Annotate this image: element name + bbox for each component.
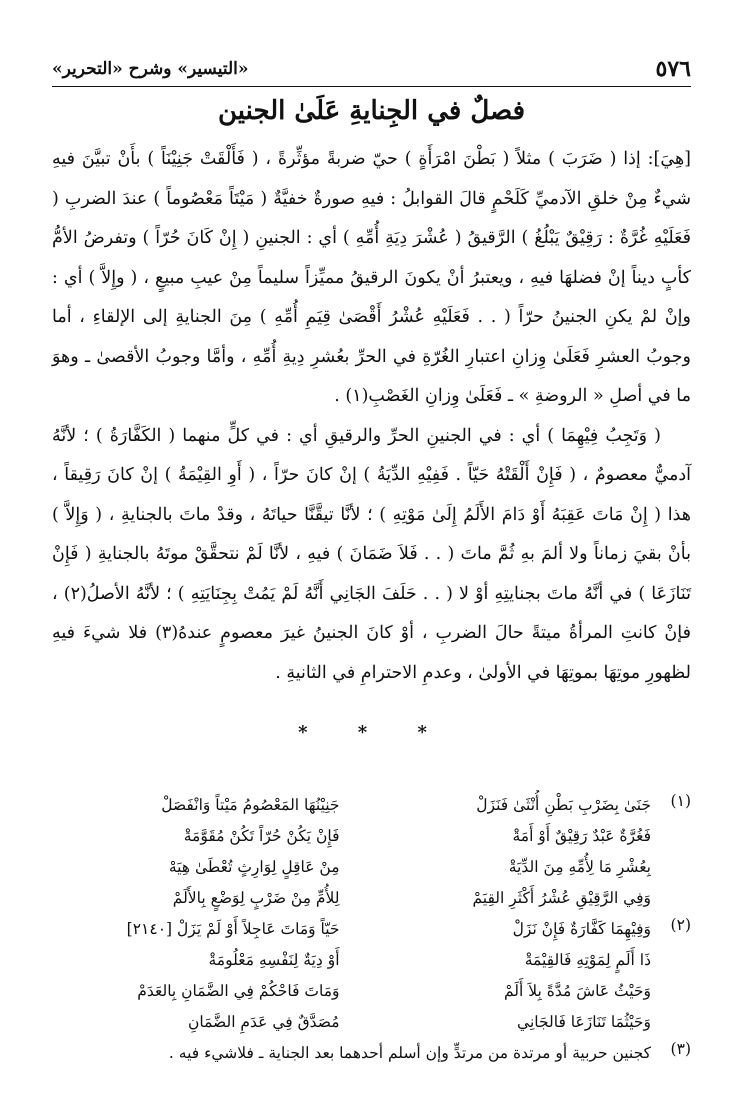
verse-line [52,976,651,1007]
verse-second-hemistich: لِلأُمِّ مِنْ ضَرْبٍ لِوَضْعٍ بِالأَلَمْ [172,889,340,907]
verse-first-hemistich: وَحَيْثُمَا تَنَازَعَا فَالجَانِي [517,1013,651,1031]
verse-first-hemistich: بِعُشْرِ مَا لِأُمِّهِ مِنَ الدِّيَةْ [508,858,651,876]
running-title: «التيسير» وشرح «التحرير» [52,59,249,79]
page-header [52,52,691,87]
verse-second-hemistich: أَوْ دِيَةٌ لِنَفْسِهِ مَعْلُومَةْ [208,951,340,969]
verse-second-hemistich: مُصَدَّقٌ فِي عَدَمِ الضَّمَانِ [187,1013,340,1031]
paragraph: [هِيَ]: إذا ( ضَرَبَ ) مثلاً ( بَطْنَ امْرَأَةٍ ) حيّ ضربةً مؤثِّرةً ، ( فَأَلْقَتْ جَنِيْنَاً ) بأَنْ تبيَّنَ فيهِ شيءٌ مِنْ خلقِ الآدميِّ كَلَحْمٍ قالَ القوابلُ : فيهِ صورةٌ خفيَّةٌ ( مَيْتَاً مَعْصُوماً ) عندَ الضربِ ( فَعَلَيْهِ غُرَّةٌ : رَقِيْقٌ يَبْلُغُ ) الرَّقيقُ ( عُشْرَ دِيَةِ أُمِّهِ ) أي : الجنينِ ( إِنْ كَانَ حُرّاً ) وتفرضُ الأمُّ كأبٍ ديناً إنْ فضلهَا فيهِ ، ويعتبرُ أنْ يكونَ الرقيقُ مميِّزاً سليماً مِنْ عيبِ مبيعٍ ، ( وإِلاَّ ) أي : وإنْ لمْ يكنِ الجنينُ حرّاً ( . . فَعَلَيْهِ عُشْرُ أَقْصَىٰ قِيَمِ أُمِّهِ ) مِنَ الجنايةِ إلى الإلقاءِ ، أما وجوبُ العشرِ فَعَلَىٰ وِزانِ اعتبارِ الغُرّةِ في الحرِّ بعُشرِ دِيةِ أُمِّهِ ، وأمَّا وجوبُ الأقصىٰ ـ وهوَ ما في أصلِ « الروضةِ » ـ فَعَلَىٰ وِزانِ الغَصْبِ(١) . [52,149,691,406]
page-number: ٥٧٦ [655,56,691,82]
verse-second-hemistich: فَإِنْ يَكُنْ حُرّاً تَكُنْ مُقَوَّمَةْ [183,827,340,845]
verse-first-hemistich: ذَا أَلَمٍ لِمَوْتِهِ فَالقِيْمَةْ [524,951,651,969]
footnote-number: (٣) [670,1040,691,1058]
verse-line [52,883,651,914]
verse-first-hemistich: جَنَىٰ بِضَرْبِ بَطْنِ أُنْثَىٰ فَنَزَلْ [476,796,651,814]
footnote-number: (٢) [670,916,691,934]
verse-line [52,821,651,852]
main-text [52,140,691,693]
verse-text: حَيّاً وَمَاتَ عَاجِلاً أَوْ لَمْ يَزَلْ [177,920,340,938]
verse-line [52,852,651,883]
verse-line [52,1007,651,1038]
footnote-text: كجنين حربية أو مرتدة من مرتدٍّ وإن أسلم أحدهما بعد الجناية ـ فلاشيء فيه . [168,1044,651,1062]
verse-first-hemistich: وَحَيْثُ عَاشَ مُدَّةً بِلاَ أَلَمْ [503,982,651,1000]
footnote [52,790,691,914]
section-separator: * * * [298,722,449,743]
section-title: فصلٌ في الجِنايةِ عَلَىٰ الجنين [217,96,526,126]
footnote [52,1038,691,1068]
verse-first-hemistich: وَفِي الرَّقِيْقِ عُشْرُ أَكْثَرِ القِيَمْ [472,889,651,907]
verse-second-hemistich: مِنْ عَاقِلٍ لِوَارِثٍ تُعْطَىٰ هِيَهْ [168,858,340,876]
footnote [52,914,691,1038]
verse-first-hemistich: وَفِيْهِمَا كَفَّارَةٌ فَإِنْ نَزَلْ [512,920,651,938]
verse-second-hemistich: وَمَاتَ فَاحْكُمْ فِي الضَّمَانِ بِالعَدَمْ [137,982,340,1000]
paragraph: ( وَتَجِبُ فِيْهِمَا ) أي : في الجنينِ الحرِّ والرقيقِ أي : في كلٍّ منهما ( الكَفَّارَةُ ) ؛ لأنَّهُ آدميٌّ معصومٌ ، ( فَإِنْ أَلْقَتْهُ حَيّاً . فَفِيْهِ الدِّيَةُ ) إنْ كانَ حرّاً ، ( أَوِ القِيْمَةُ ) إنْ كانَ رَقِيقاً ، هذا ( إِنْ مَاتَ عَقِبَهُ أَوْ دَامَ الأَلَمُ إِلَىٰ مَوْتِهِ ) ؛ لأنَّا تيقَّنَّا حياتَهُ ، وقدْ ماتَ بالجنايةِ ، ( وَإِلاَّ ) بأنْ بقيَ زماناً ولا ألمَ بهِ ثُمَّ ماتَ ( . . فَلاَ ضَمَانَ ) فيهِ ، لأنَّا لَمْ نتحقَّقْ موتَهُ بالجنايةِ ( فَإِنْ تَنَازَعَا ) في أنَّهُ ماتَ بجنايتِهِ أوْ لا ( . . حَلَفَ الجَانِي أَنَّهُ لَمْ يَمُتْ بِجِنَايَتِهِ ) ؛ لأنَّهُ الأصلُ(٢) ، فإنْ كانتِ المرأةُ ميتةً حالَ الضربِ ، أوْ كانَ الجنينُ غيرَ معصومٍ عندهُ(٣) فلا شيءَ فيهِ لظهورِ موتِهَا بموتِهَا في الأولىٰ ، وعدمِ الاحترامِ في الثانيةِ . [52,425,691,683]
footnotes [52,790,691,1068]
verse-line [52,790,651,821]
verse-second-hemistich [52,914,340,945]
verse-line [52,945,651,976]
verse-first-hemistich: فَغُرَّةٌ عَبْدٌ رَقِيْقٌ أَوْ أَمَةْ [512,827,651,845]
verse-block [52,790,651,914]
footnote-number: (١) [670,792,691,810]
verse-block [52,914,651,1038]
verse-second-hemistich: جَنِيْنُهَا المَعْصُومُ مَيْتاً وَانْفَصَلْ [161,796,340,814]
verse-line [52,914,651,945]
reference-number: [٢١٤٠] [126,920,173,938]
